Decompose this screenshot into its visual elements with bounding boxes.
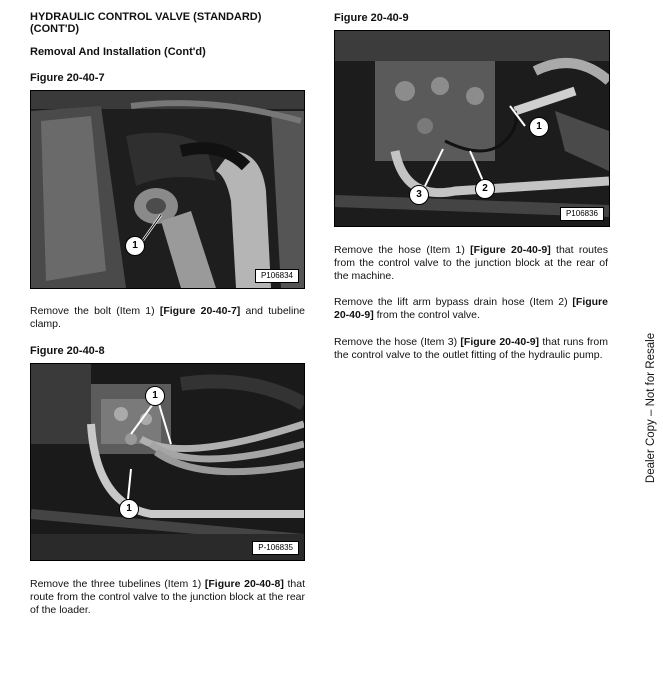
figure-ref: [Figure 20-40-7] bbox=[159, 305, 241, 317]
figure-ref: [Figure 20-40-9] bbox=[334, 296, 608, 321]
figure-ref: [Figure 20-40-9] bbox=[470, 244, 551, 256]
figure-8-callout-1a: 1 bbox=[145, 386, 165, 406]
figure-ref: [Figure 20-40-8] bbox=[204, 578, 284, 590]
figure-8-callout-1b: 1 bbox=[119, 499, 139, 519]
figure-7-label: Figure 20-40-7 bbox=[30, 72, 105, 84]
figure-9-label: Figure 20-40-9 bbox=[334, 12, 409, 24]
paragraph-5: Remove the hose (Item 3) [Figure 20-40-9] that runs from the control valve to the outlet fitting of the hydraulic pump. bbox=[334, 336, 608, 361]
figure-9-code: P106836 bbox=[560, 207, 604, 221]
figure-8-photo bbox=[30, 363, 305, 561]
paragraph-4: Remove the lift arm bypass drain hose (Item 2) [Figure 20-40-9] from the control valve. bbox=[334, 296, 608, 321]
figure-7-photo bbox=[30, 90, 305, 289]
figure-7-callout-1: 1 bbox=[125, 236, 145, 256]
figure-9-illustration bbox=[335, 31, 609, 226]
section-subtitle: Removal And Installation (Cont'd) bbox=[30, 46, 206, 58]
paragraph-3: Remove the hose (Item 1) [Figure 20-40-9] that routes from the control valve to the junction block at the rear of the machine. bbox=[334, 244, 609, 282]
side-note bbox=[640, 320, 662, 495]
figure-7-illustration bbox=[31, 91, 304, 288]
section-title-line2: (CONT'D) bbox=[30, 23, 80, 35]
figure-9-callout-1: 1 bbox=[529, 117, 549, 137]
figure-8-code: P-106835 bbox=[252, 541, 299, 555]
figure-9-callout-3: 3 bbox=[409, 185, 429, 205]
section-title-line1: HYDRAULIC CONTROL VALVE (STANDARD) bbox=[30, 11, 262, 23]
paragraph-1: Remove the bolt (Item 1) [Figure 20-40-7] and tubeline clamp. bbox=[30, 305, 305, 330]
paragraph-2: Remove the three tubelines (Item 1) [Figure 20-40-8] that route from the control valve to the junction block at the rear of the loader. bbox=[30, 578, 306, 616]
figure-7-code: P106834 bbox=[255, 269, 299, 283]
figure-ref: [Figure 20-40-9] bbox=[460, 336, 540, 348]
figure-9-photo bbox=[334, 30, 610, 227]
side-note-text: Dealer Copy – Not for Resale bbox=[645, 332, 657, 483]
figure-9-callout-2: 2 bbox=[475, 179, 495, 199]
figure-8-illustration bbox=[31, 364, 304, 560]
figure-8-label: Figure 20-40-8 bbox=[30, 345, 105, 357]
section-title bbox=[30, 11, 310, 35]
